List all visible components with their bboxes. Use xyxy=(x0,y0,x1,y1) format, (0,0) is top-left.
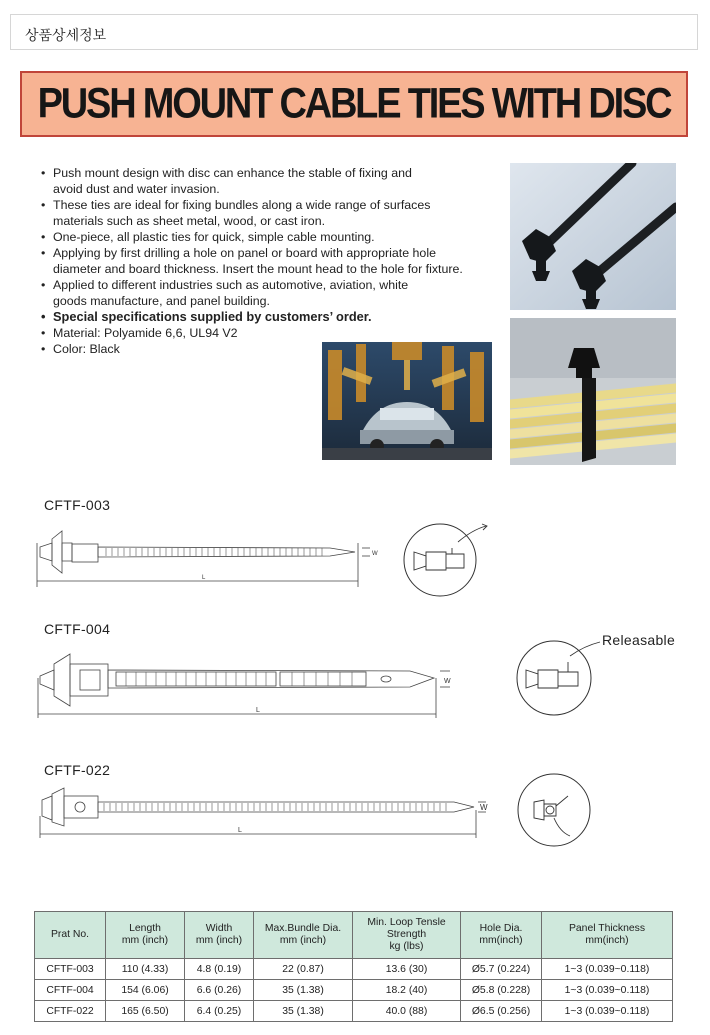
width-mark: W xyxy=(480,803,488,812)
cable-bundle-photo xyxy=(510,318,676,465)
table-cell: CFTF-004 xyxy=(35,980,106,1001)
table-cell: 6.6 (0.26) xyxy=(185,980,254,1001)
feature-item: • Material: Polyamide 6,6, UL94 V2 xyxy=(40,325,510,341)
table-cell: CFTF-022 xyxy=(35,1001,106,1022)
column-header: Hole Dia. mm(inch) xyxy=(461,912,542,959)
column-header: Width mm (inch) xyxy=(185,912,254,959)
length-mark: L xyxy=(202,575,206,581)
feature-item: • These ties are ideal for fixing bundles along a wide range of surfaces materials such as sheet metal, wood, or cast iron. xyxy=(40,197,510,229)
table-cell: 154 (6.06) xyxy=(106,980,185,1001)
table-row xyxy=(35,1001,673,1022)
table-cell: Ø6.5 (0.256) xyxy=(461,1001,542,1022)
cable-tie-product-photo xyxy=(510,163,676,310)
cftf-004-detail-circle xyxy=(512,636,602,718)
table-cell: 4.8 (0.19) xyxy=(185,959,254,980)
table-cell: 1~3 (0.039~0.118) xyxy=(542,1001,673,1022)
length-mark: L xyxy=(256,707,260,714)
table-cell: 110 (4.33) xyxy=(106,959,185,980)
table-cell: 1~3 (0.039~0.118) xyxy=(542,959,673,980)
table-cell: Ø5.7 (0.224) xyxy=(461,959,542,980)
feature-item: • Push mount design with disc can enhance the stable of fixing and avoid dust and water invasion. xyxy=(40,165,510,197)
table-cell: 35 (1.38) xyxy=(254,1001,353,1022)
table-cell: 13.6 (30) xyxy=(353,959,461,980)
releasable-callout: Releasable xyxy=(602,632,676,648)
table-cell: Ø5.8 (0.228) xyxy=(461,980,542,1001)
table-cell: 6.4 (0.25) xyxy=(185,1001,254,1022)
table-cell: 22 (0.87) xyxy=(254,959,353,980)
table-header-row xyxy=(35,912,673,959)
column-header: Length mm (inch) xyxy=(106,912,185,959)
cftf-022-drawing xyxy=(34,786,494,846)
page-title: PUSH MOUNT CABLE TIES WITH DISC xyxy=(37,79,671,127)
cftf-003-detail-circle xyxy=(400,522,492,600)
feature-item: • Color: Black xyxy=(40,341,510,357)
title-banner xyxy=(20,71,688,137)
table-cell: 40.0 (88) xyxy=(353,1001,461,1022)
feature-item: • Applying by first drilling a hole on panel or board with appropriate hole diameter and board thickness. Insert the mount head to the hole for fixture. xyxy=(40,245,510,277)
column-header: Panel Thickness mm(inch) xyxy=(542,912,673,959)
feature-item: • Special specifications supplied by customers’ order. xyxy=(40,309,510,325)
width-mark: W xyxy=(372,551,378,557)
product-detail-tab[interactable] xyxy=(10,14,698,50)
column-header: Prat No. xyxy=(35,912,106,959)
model-label: CFTF-022 xyxy=(44,762,111,778)
table-cell: CFTF-003 xyxy=(35,959,106,980)
table-cell: 35 (1.38) xyxy=(254,980,353,1001)
cftf-003-drawing xyxy=(30,525,380,595)
table-row xyxy=(35,959,673,980)
feature-list xyxy=(40,165,510,357)
column-header: Min. Loop Tensle Strength kg (lbs) xyxy=(353,912,461,959)
model-label: CFTF-004 xyxy=(44,621,111,637)
column-header: Max.Bundle Dia. mm (inch) xyxy=(254,912,353,959)
table-cell: 165 (6.50) xyxy=(106,1001,185,1022)
feature-item: • One-piece, all plastic ties for quick, simple cable mounting. xyxy=(40,229,510,245)
width-mark: W xyxy=(444,678,451,685)
specifications-table xyxy=(34,911,673,1022)
table-cell: 18.2 (40) xyxy=(353,980,461,1001)
automotive-assembly-photo xyxy=(322,342,492,460)
cftf-004-drawing xyxy=(30,650,470,720)
table-row xyxy=(35,980,673,1001)
table-cell: 1~3 (0.039~0.118) xyxy=(542,980,673,1001)
product-detail-tab-label: 상품상세정보 xyxy=(25,28,107,44)
feature-item: • Applied to different industries such as automotive, aviation, white goods manufacture, and panel building. xyxy=(40,277,510,309)
model-label: CFTF-003 xyxy=(44,497,111,513)
cftf-022-detail-circle xyxy=(512,770,598,850)
length-mark: L xyxy=(238,827,242,834)
